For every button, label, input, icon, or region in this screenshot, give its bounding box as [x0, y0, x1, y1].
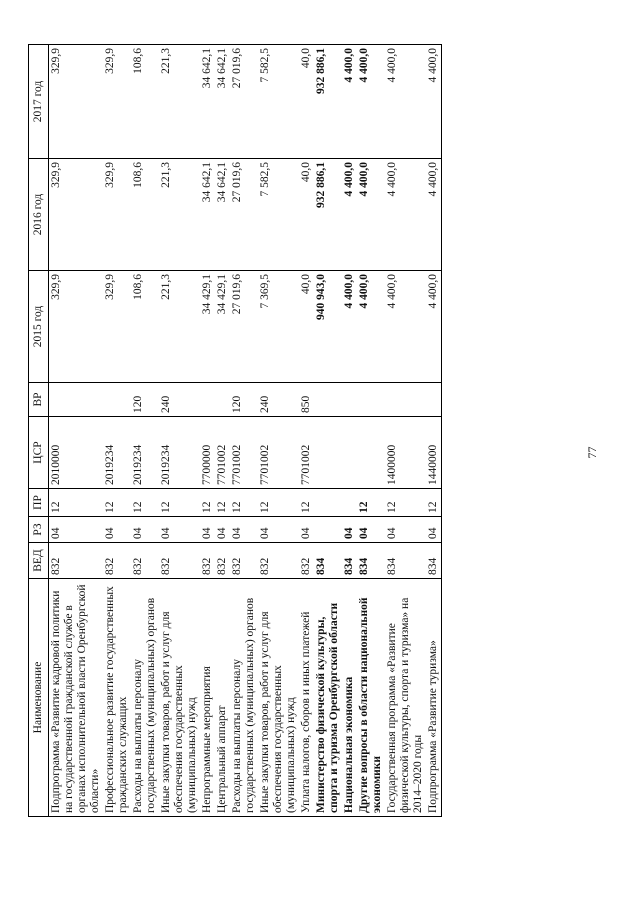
cell-pr: 12	[131, 489, 159, 517]
cell-2017: 221,3	[159, 45, 200, 159]
header-name: Наименование	[29, 579, 49, 817]
cell-csr: 2019234	[131, 417, 159, 489]
cell-rz: 04	[426, 517, 442, 543]
cell-pr: 12	[49, 489, 104, 517]
cell-2017: 4 400,0	[385, 45, 426, 159]
table-row	[342, 45, 357, 817]
cell-2017: 34 642,1	[200, 45, 215, 159]
table-row	[357, 45, 385, 817]
cell-pr: 12	[159, 489, 200, 517]
cell-ved: 832	[258, 543, 299, 579]
table-row	[299, 45, 314, 817]
cell-name: Другие вопросы в области национальной экономики	[357, 579, 385, 817]
cell-ved: 834	[357, 543, 385, 579]
cell-2015: 4 400,0	[426, 271, 442, 383]
cell-2016: 27 019,6	[230, 159, 258, 271]
cell-ved: 832	[200, 543, 215, 579]
cell-2017: 34 642,1	[215, 45, 230, 159]
table-row	[131, 45, 159, 817]
cell-csr: 2019234	[103, 417, 131, 489]
cell-2016: 7 582,5	[258, 159, 299, 271]
cell-csr: 7701002	[258, 417, 299, 489]
cell-2017: 4 400,0	[342, 45, 357, 159]
cell-2016: 329,9	[103, 159, 131, 271]
cell-ved: 832	[215, 543, 230, 579]
table-row	[314, 45, 342, 817]
cell-2016: 932 886,1	[314, 159, 342, 271]
cell-rz: 04	[342, 517, 357, 543]
cell-name: Государственная программа «Развитие физической культуры, спорта и туризма» на 2014–2020 годы	[385, 579, 426, 817]
cell-2017: 27 019,6	[230, 45, 258, 159]
cell-pr: 12	[215, 489, 230, 517]
cell-name: Национальная экономика	[342, 579, 357, 817]
header-pr: ПР	[29, 489, 49, 517]
cell-2015: 27 019,6	[230, 271, 258, 383]
cell-rz: 04	[200, 517, 215, 543]
cell-name: Уплата налогов, сборов и иных платежей	[299, 579, 314, 817]
cell-2016: 4 400,0	[342, 159, 357, 271]
table-row	[215, 45, 230, 817]
header-2015: 2015 год	[29, 271, 49, 383]
cell-ved: 834	[426, 543, 442, 579]
cell-csr: 7700000	[200, 417, 215, 489]
cell-2015: 4 400,0	[342, 271, 357, 383]
cell-2017: 7 582,5	[258, 45, 299, 159]
header-vr: ВР	[29, 383, 49, 417]
cell-csr: 7701002	[299, 417, 314, 489]
cell-rz: 04	[49, 517, 104, 543]
cell-csr: 7701002	[230, 417, 258, 489]
cell-2016: 40,0	[299, 159, 314, 271]
cell-ved: 832	[103, 543, 131, 579]
cell-2015: 108,6	[131, 271, 159, 383]
cell-pr: 12	[357, 489, 385, 517]
cell-2016: 221,3	[159, 159, 200, 271]
cell-pr: 12	[258, 489, 299, 517]
cell-name: Непрограммные мероприятия	[200, 579, 215, 817]
cell-pr: 12	[230, 489, 258, 517]
cell-name: Центральный аппарат	[215, 579, 230, 817]
cell-vr	[314, 383, 342, 417]
page-number: 77	[585, 446, 599, 459]
cell-ved: 832	[299, 543, 314, 579]
header-csr: ЦСР	[29, 417, 49, 489]
header-rz: РЗ	[29, 517, 49, 543]
cell-name: Подпрограмма «Развитие кадровой политики на государственной гражданской службе в органах исполнительной власти Оренбургской области»	[49, 579, 104, 817]
table-row	[258, 45, 299, 817]
cell-2015: 221,3	[159, 271, 200, 383]
cell-2017: 329,9	[103, 45, 131, 159]
cell-2015: 329,9	[103, 271, 131, 383]
cell-2016: 4 400,0	[426, 159, 442, 271]
table-row	[103, 45, 131, 817]
cell-2016: 34 642,1	[200, 159, 215, 271]
cell-pr: 12	[299, 489, 314, 517]
header-2016: 2016 год	[29, 159, 49, 271]
header-2017: 2017 год	[29, 45, 49, 159]
cell-csr: 2010000	[49, 417, 104, 489]
cell-ved: 832	[131, 543, 159, 579]
budget-table	[28, 44, 442, 817]
cell-pr	[314, 489, 342, 517]
cell-name: Подпрограмма «Развитие туризма»	[426, 579, 442, 817]
cell-2017: 932 886,1	[314, 45, 342, 159]
cell-2015: 4 400,0	[357, 271, 385, 383]
table-row	[385, 45, 426, 817]
cell-2017: 40,0	[299, 45, 314, 159]
cell-pr: 12	[385, 489, 426, 517]
cell-2017: 329,9	[49, 45, 104, 159]
cell-2016: 34 642,1	[215, 159, 230, 271]
table-row	[159, 45, 200, 817]
cell-vr: 120	[131, 383, 159, 417]
header-ved: ВЕД	[29, 543, 49, 579]
table-row	[426, 45, 442, 817]
cell-pr: 12	[103, 489, 131, 517]
cell-name: Иные закупки товаров, работ и услуг для обеспечения государственных (муниципальных) нужд	[159, 579, 200, 817]
cell-2016: 4 400,0	[357, 159, 385, 271]
table-body	[49, 45, 442, 817]
cell-ved: 834	[314, 543, 342, 579]
table-row	[200, 45, 215, 817]
cell-rz: 04	[385, 517, 426, 543]
cell-csr: 1400000	[385, 417, 426, 489]
cell-rz: 04	[215, 517, 230, 543]
cell-csr: 7701002	[215, 417, 230, 489]
cell-csr: 2019234	[159, 417, 200, 489]
cell-2015: 34 429,1	[200, 271, 215, 383]
cell-vr	[426, 383, 442, 417]
cell-2015: 40,0	[299, 271, 314, 383]
cell-rz: 04	[357, 517, 385, 543]
cell-name: Расходы на выплаты персоналу государственных (муниципальных) органов	[230, 579, 258, 817]
cell-vr: 850	[299, 383, 314, 417]
cell-name: Профессиональное развитие государственных гражданских служащих	[103, 579, 131, 817]
cell-2017: 4 400,0	[357, 45, 385, 159]
cell-csr	[314, 417, 342, 489]
cell-vr: 240	[258, 383, 299, 417]
cell-ved: 832	[230, 543, 258, 579]
cell-2017: 4 400,0	[426, 45, 442, 159]
cell-pr: 12	[200, 489, 215, 517]
cell-rz: 04	[299, 517, 314, 543]
cell-vr	[357, 383, 385, 417]
cell-vr	[342, 383, 357, 417]
table-row	[230, 45, 258, 817]
cell-vr	[49, 383, 104, 417]
cell-csr	[342, 417, 357, 489]
cell-rz: 04	[103, 517, 131, 543]
cell-rz: 04	[230, 517, 258, 543]
cell-name: Министерство физической культуры, спорта и туризма Оренбургской области	[314, 579, 342, 817]
cell-2017: 108,6	[131, 45, 159, 159]
cell-vr	[215, 383, 230, 417]
cell-pr	[342, 489, 357, 517]
cell-2015: 329,9	[49, 271, 104, 383]
cell-ved: 832	[159, 543, 200, 579]
cell-2015: 4 400,0	[385, 271, 426, 383]
table-row	[49, 45, 104, 817]
cell-name: Расходы на выплаты персоналу государственных (муниципальных) органов	[131, 579, 159, 817]
cell-ved: 834	[342, 543, 357, 579]
cell-rz: 04	[131, 517, 159, 543]
cell-rz: 04	[159, 517, 200, 543]
cell-vr: 240	[159, 383, 200, 417]
cell-2015: 940 943,0	[314, 271, 342, 383]
cell-csr	[357, 417, 385, 489]
cell-ved: 834	[385, 543, 426, 579]
cell-pr: 12	[426, 489, 442, 517]
cell-csr: 1440000	[426, 417, 442, 489]
cell-2016: 4 400,0	[385, 159, 426, 271]
cell-2015: 34 429,1	[215, 271, 230, 383]
cell-rz	[314, 517, 342, 543]
cell-2015: 7 369,5	[258, 271, 299, 383]
cell-rz: 04	[258, 517, 299, 543]
cell-vr: 120	[230, 383, 258, 417]
cell-2016: 108,6	[131, 159, 159, 271]
cell-2016: 329,9	[49, 159, 104, 271]
cell-vr	[200, 383, 215, 417]
table-header-row	[29, 45, 49, 817]
cell-vr	[103, 383, 131, 417]
cell-ved: 832	[49, 543, 104, 579]
cell-name: Иные закупки товаров, работ и услуг для обеспечения государственных (муниципальных) нужд	[258, 579, 299, 817]
cell-vr	[385, 383, 426, 417]
